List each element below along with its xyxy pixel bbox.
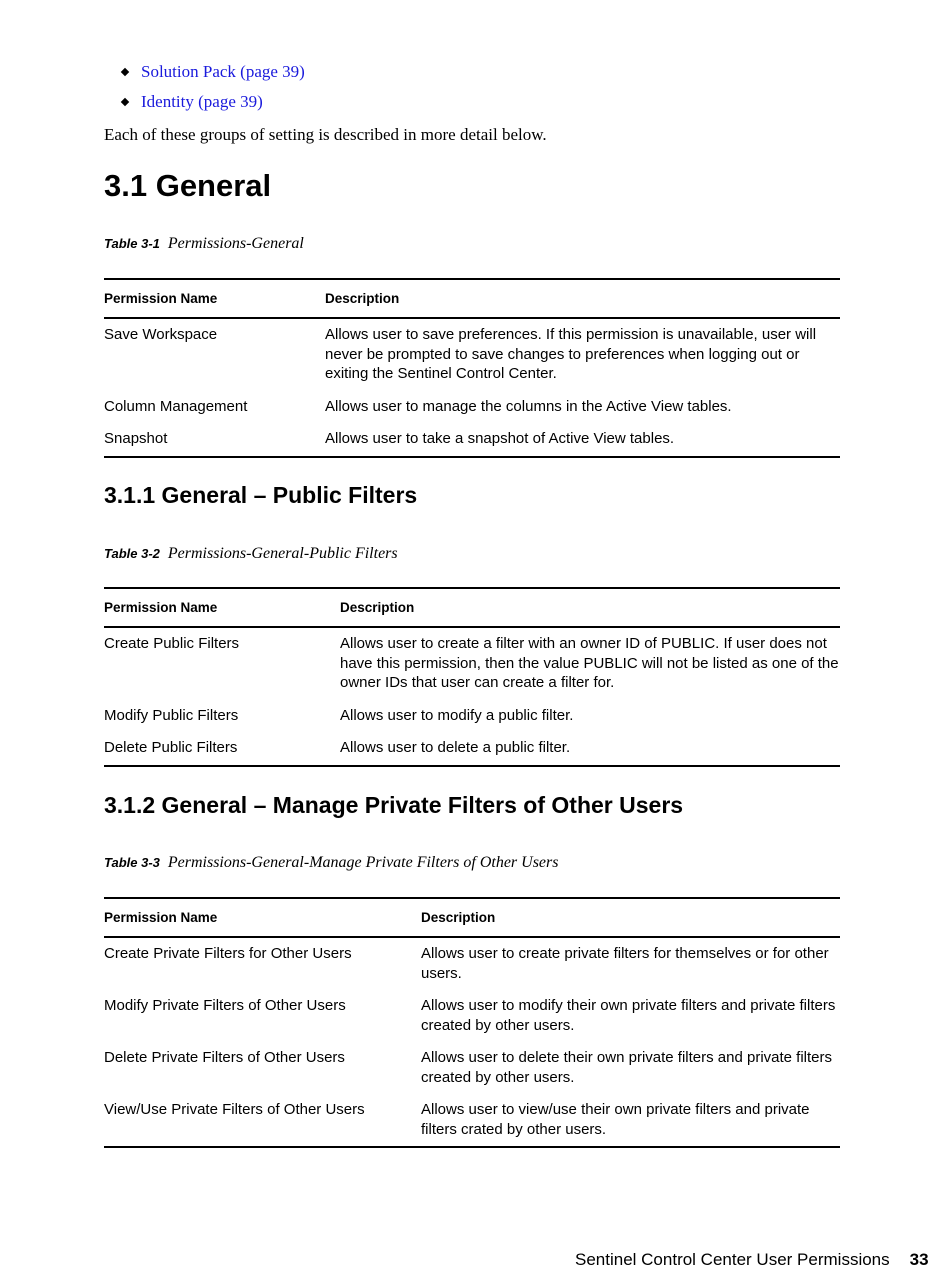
link-list <box>122 57 305 117</box>
table-row <box>104 706 840 739</box>
permission-description: Allows user to modify a public filter. <box>340 706 574 724</box>
permission-description: Allows user to modify their own private filters and private filters created by other users. <box>421 997 836 1034</box>
table-header-row <box>104 588 840 627</box>
table-row <box>104 1048 840 1100</box>
table-row <box>104 937 840 996</box>
permission-description: Allows user to delete their own private filters and private filters created by other users. <box>421 1049 833 1086</box>
permission-description: Allows user to delete a public filter. <box>340 739 571 756</box>
permission-name: Create Public Filters <box>104 635 240 652</box>
permission-name: View/Use Private Filters of Other Users <box>104 1101 365 1118</box>
table-row <box>104 627 840 706</box>
bullet-diamond-icon <box>121 68 129 76</box>
table-row <box>104 397 840 430</box>
table-label: Table 3-3 <box>104 855 160 870</box>
permission-description: Allows user to view/use their own private filters and private filters crated by other users. <box>421 1101 810 1138</box>
column-header: Permission Name <box>104 279 325 318</box>
column-header: Description <box>421 898 840 937</box>
section-heading-private-filters: 3.1.2 General – Manage Private Filters of Other Users <box>104 792 684 818</box>
permissions-general-table <box>104 278 840 458</box>
permission-description: Allows user to take a snapshot of Active View tables. <box>325 430 675 447</box>
column-header: Permission Name <box>104 588 340 627</box>
table-caption <box>104 853 558 873</box>
solution-pack-link[interactable]: Solution Pack (page 39) <box>141 62 305 81</box>
page-footer <box>575 1249 929 1271</box>
section-heading-public-filters: 3.1.1 General – Public Filters <box>104 482 418 508</box>
table-row <box>104 996 840 1048</box>
list-item <box>122 87 305 117</box>
permission-name: Delete Public Filters <box>104 739 238 756</box>
permission-description: Allows user to manage the columns in the Active View tables. <box>325 397 732 415</box>
list-item <box>122 57 305 87</box>
table-header-row <box>104 898 840 937</box>
permissions-private-filters-table <box>104 897 840 1148</box>
footer-chapter-title: Sentinel Control Center User Permissions <box>575 1250 890 1269</box>
section-heading-general: 3.1 General <box>104 168 272 203</box>
table-label: Table 3-1 <box>104 236 160 251</box>
identity-link[interactable]: Identity (page 39) <box>141 92 263 111</box>
table-row <box>104 738 840 766</box>
permission-name: Save Workspace <box>104 326 218 343</box>
table-title: Permissions-General <box>167 235 304 252</box>
table-row <box>104 318 840 397</box>
bullet-diamond-icon <box>121 98 129 106</box>
column-header: Description <box>340 588 840 627</box>
table-row <box>104 429 840 457</box>
table-row <box>104 1100 840 1147</box>
table-label: Table 3-2 <box>104 546 160 561</box>
table-title: Permissions-General-Public Filters <box>167 545 398 562</box>
permission-description: Allows user to save preferences. If this permission is unavailable, user will never be prompted to save changes to preferences when logging out or exiting the Sentinel Control Center. <box>325 326 817 382</box>
permission-name: Modify Private Filters of Other Users <box>104 997 346 1014</box>
page-number: 33 <box>909 1250 929 1269</box>
permission-name: Delete Private Filters of Other Users <box>104 1049 345 1066</box>
table-header-row <box>104 279 840 318</box>
permission-name: Modify Public Filters <box>104 706 239 724</box>
permission-description: Allows user to create private filters for themselves or for other users. <box>421 945 829 982</box>
intro-paragraph: Each of these groups of setting is described in more detail below. <box>104 125 547 144</box>
permission-name: Column Management <box>104 397 248 415</box>
permission-description: Allows user to create a filter with an owner ID of PUBLIC. If user does not have this permission, then the value PUBLIC will not be listed as one of the owner IDs that user can create a filter for. <box>340 635 839 691</box>
column-header: Permission Name <box>104 898 421 937</box>
column-header: Description <box>325 279 840 318</box>
table-title: Permissions-General-Manage Private Filters of Other Users <box>167 854 559 871</box>
permission-name: Create Private Filters for Other Users <box>104 945 352 962</box>
table-caption <box>104 544 398 564</box>
permission-name: Snapshot <box>104 430 168 447</box>
table-caption <box>104 234 304 254</box>
permissions-public-filters-table <box>104 587 840 767</box>
